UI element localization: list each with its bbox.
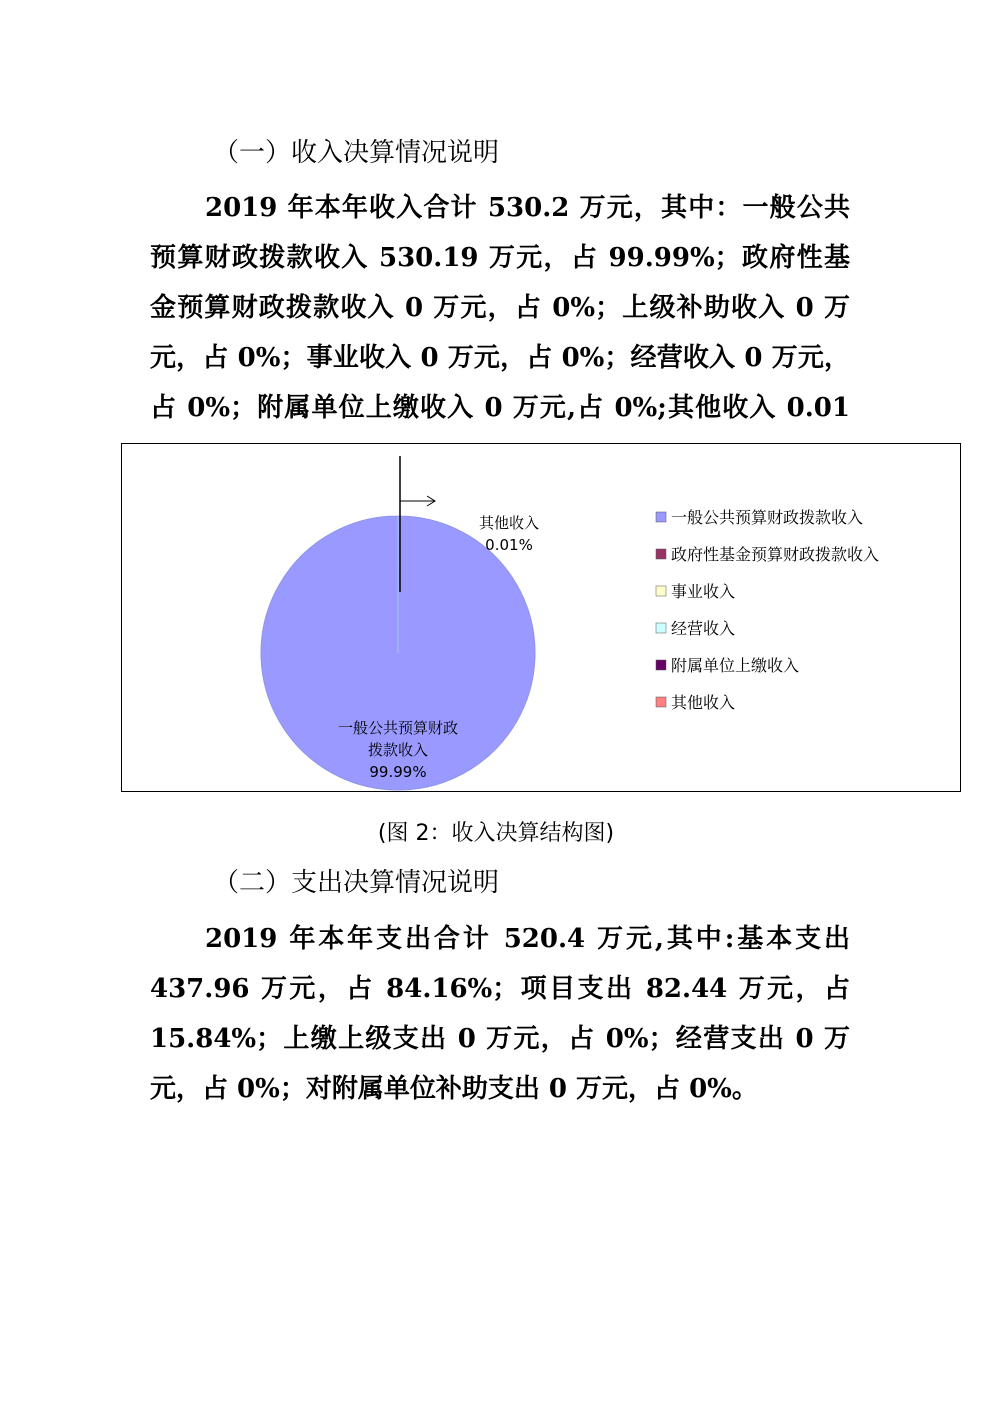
legend-swatch-0 — [656, 512, 666, 522]
legend-label-3: 经营收入 — [671, 619, 736, 638]
section2-heading: （二）支出决算情况说明 — [213, 868, 500, 898]
main-slice-name-line2: 拨款收入 — [367, 741, 429, 759]
income-pie-chart — [121, 443, 961, 792]
legend-swatch-2 — [656, 586, 666, 596]
main-slice-pct: 99.99% — [369, 763, 427, 781]
legend-label-4: 附属单位上缴收入 — [671, 656, 800, 675]
legend-label-2: 事业收入 — [671, 582, 736, 601]
chart-legend — [656, 508, 879, 712]
main-slice-name-line1: 一般公共预算财政 — [337, 719, 459, 737]
legend-swatch-3 — [656, 623, 666, 633]
legend-label-1: 政府性基金预算财政拨款收入 — [671, 545, 880, 564]
expense-paragraph: 2019 年本年支出合计 520.4 万元,其中:基本支出 437.96 万元，占 84.16%；项目支出 82.44 万元，占 15.84%；上缴上级支出 0 万元，占 0%；经营支出 0 万元，占 0%；对附属单位补助支出 0 万元，占 0%。 — [150, 924, 850, 1104]
income-paragraph: 2019 年本年收入合计 530.2 万元，其中：一般公共预算财政拨款收入 530.19 万元，占 99.99%；政府性基金预算财政拨款收入 0 万元，占 0%；上级补助收入 0 万元，占 0%；事业收入 0 万元，占 0%；经营收入 0 万元，占 0%；附属单位上缴收入 0 万元,占 0%;其他收入 0.01 — [150, 193, 850, 423]
other-slice-name: 其他收入 — [478, 514, 540, 532]
chart-caption: (图 2：收入决算结构图) — [377, 821, 615, 846]
legend-label-5: 其他收入 — [671, 693, 736, 712]
other-slice-pct: 0.01% — [485, 536, 533, 554]
legend-swatch-4 — [656, 660, 666, 670]
section1-heading: （一）收入决算情况说明 — [213, 138, 500, 168]
legend-label-0: 一般公共预算财政拨款收入 — [671, 508, 864, 527]
pie-svg — [122, 444, 960, 791]
legend-swatch-1 — [656, 549, 666, 559]
legend-swatch-5 — [656, 697, 666, 707]
